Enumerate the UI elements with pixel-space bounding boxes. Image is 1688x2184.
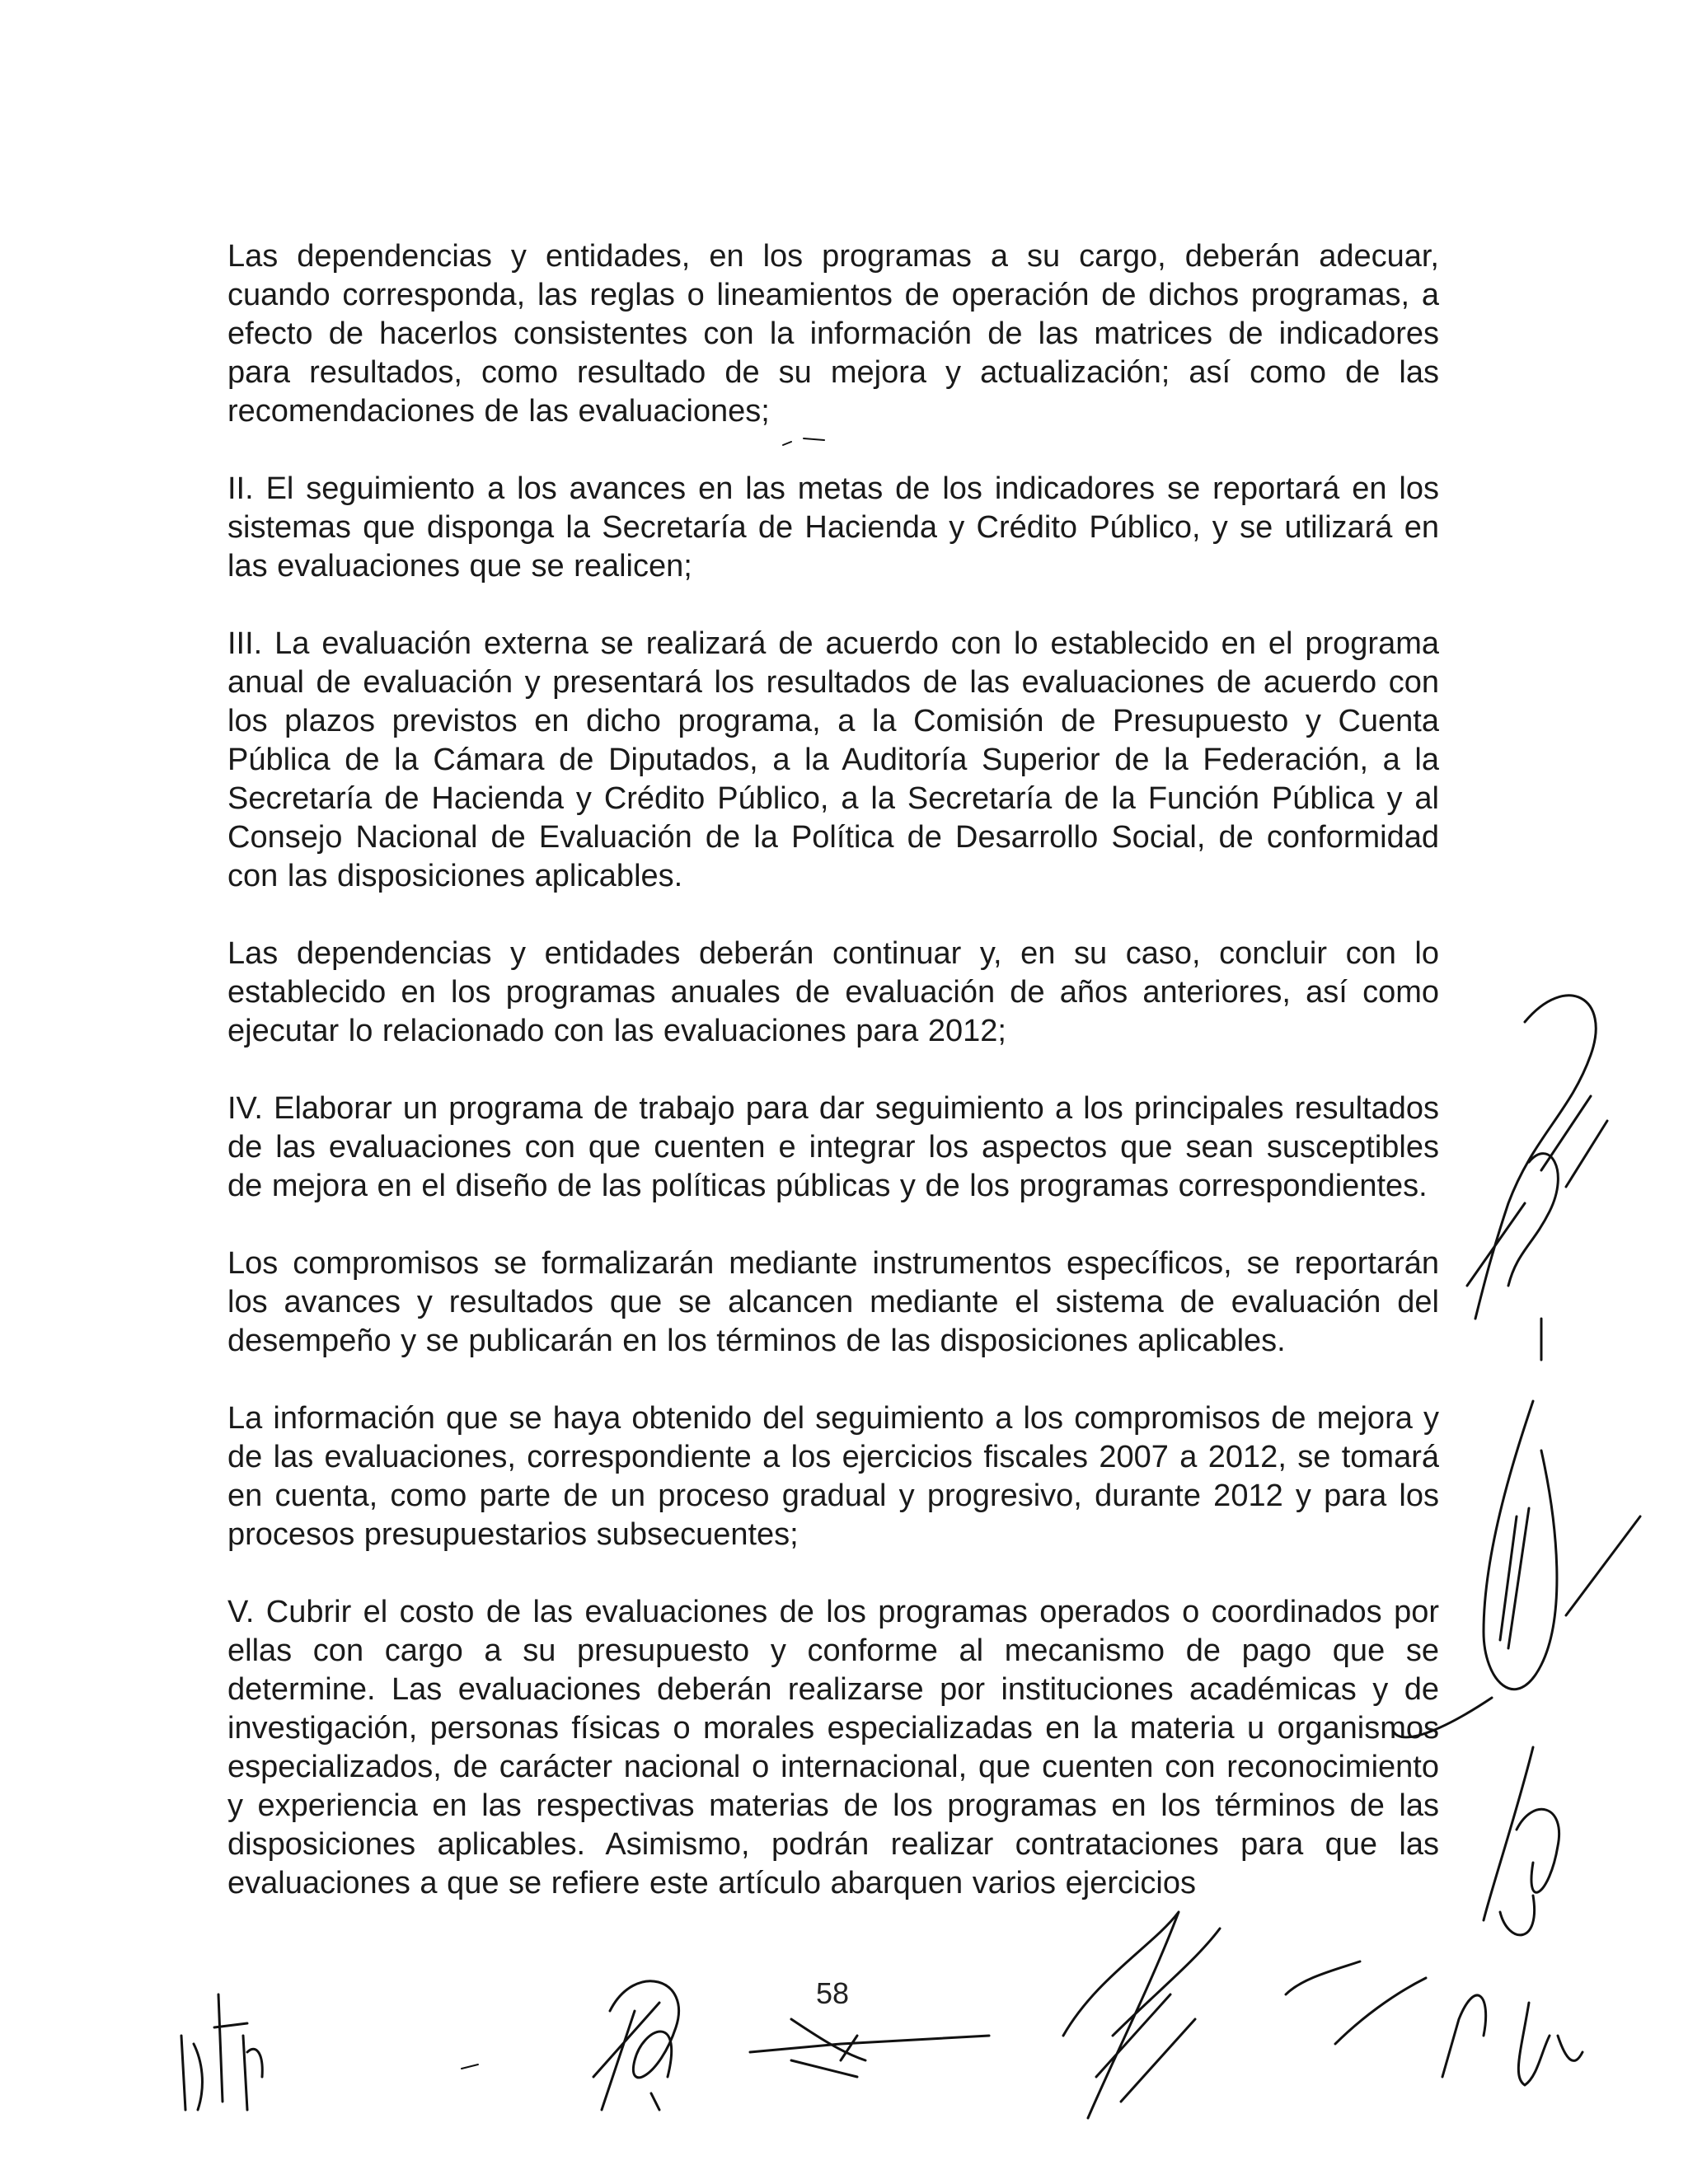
paragraph-dependencias-reglas: Las dependencias y entidades, en los programas a su cargo, deberán adecuar, cuando corresponda, las reglas o lineamientos de operación de dichos programas, a efecto de hacerlos consistentes con la información de las matrices de indicadores para resultados, como resultado de su mejora y actualización; así como de las recomendaciones de las evaluaciones;	[227, 239, 1439, 429]
page-number: 58	[816, 1976, 850, 2010]
paragraph-compromisos: Los compromisos se formalizarán mediante instrumentos específicos, se reportarán los avances y resultados que se alcancen mediante el sistema de evaluación del desempeño y se publicarán en los términos de las disposiciones aplicables.	[227, 1246, 1439, 1358]
bottom-signature-3	[750, 2019, 989, 2077]
paragraph-fraccion-ii: II. El seguimiento a los avances en las metas de los indicadores se reportará en los sistemas que disponga la Secretaría de Hacienda y Crédito Público, y se utilizará en las evaluaciones que se realicen;	[227, 471, 1439, 583]
bottom-signature-1	[181, 1994, 262, 2110]
margin-signature-3	[1484, 1747, 1582, 2085]
paragraph-fraccion-iv: IV. Elaborar un programa de trabajo para dar seguimiento a los principales resultados de las evaluaciones con que cuenten e integrar los aspectos que sean susceptibles de mejora en el diseño de las políticas públicas y de los programas correspondientes.	[227, 1091, 1439, 1203]
margin-signature-1	[1467, 996, 1607, 1360]
paragraph-informacion-seguimiento: La información que se haya obtenido del seguimiento a los compromisos de mejora y de las evaluaciones, correspondiente a los ejercicios fiscales 2007 a 2012, se tomará en cuenta, como parte de un proceso gradual y progresivo, durante 2012 y para los procesos presupuestarios subsecuentes;	[227, 1401, 1439, 1552]
body-text	[227, 237, 1439, 1903]
bottom-signature-2	[593, 1981, 679, 2110]
paragraph-fraccion-iii: III. La evaluación externa se realizará de acuerdo con lo establecido en el programa anual de evaluación y presentará los resultados de las evaluaciones de acuerdo con los plazos previstos en dicho programa, a la Comisión de Presupuesto y Cuenta Pública de la Cámara de Diputados, a la Auditoría Superior de la Federación, a la Secretaría de Hacienda y Crédito Público, a la Secretaría de la Función Pública y al Consejo Nacional de Evaluación de la Política de Desarrollo Social, de conformidad con las disposiciones aplicables.	[227, 626, 1439, 893]
paragraph-fraccion-v: V. Cubrir el costo de las evaluaciones de los programas operados o coordinados por ellas con cargo a su presupuesto y conforme al mecanismo de pago que se determine. Las evaluaciones deberán realizarse por instituciones académicas y de investigación, personas físicas o morales especializadas en la materia u organismos especializados, de carácter nacional o internacional, que cuenten con reconocimiento y experiencia en las respectivas materias de los programas en los términos de las disposiciones aplicables. Asimismo, podrán realizar contrataciones para que las evaluaciones a que se refiere este artículo abarquen varios ejercicios	[227, 1595, 1439, 1900]
bottom-dash	[462, 2064, 478, 2069]
paragraph-evaluaciones-anteriores: Las dependencias y entidades deberán continuar y, en su caso, concluir con lo establecido en los programas anuales de evaluación de años anteriores, así como ejecutar lo relacionado con las evaluaciones para 2012;	[227, 936, 1439, 1048]
bottom-signature-5	[1286, 1961, 1486, 2077]
bottom-signature-4	[1063, 1912, 1220, 2118]
